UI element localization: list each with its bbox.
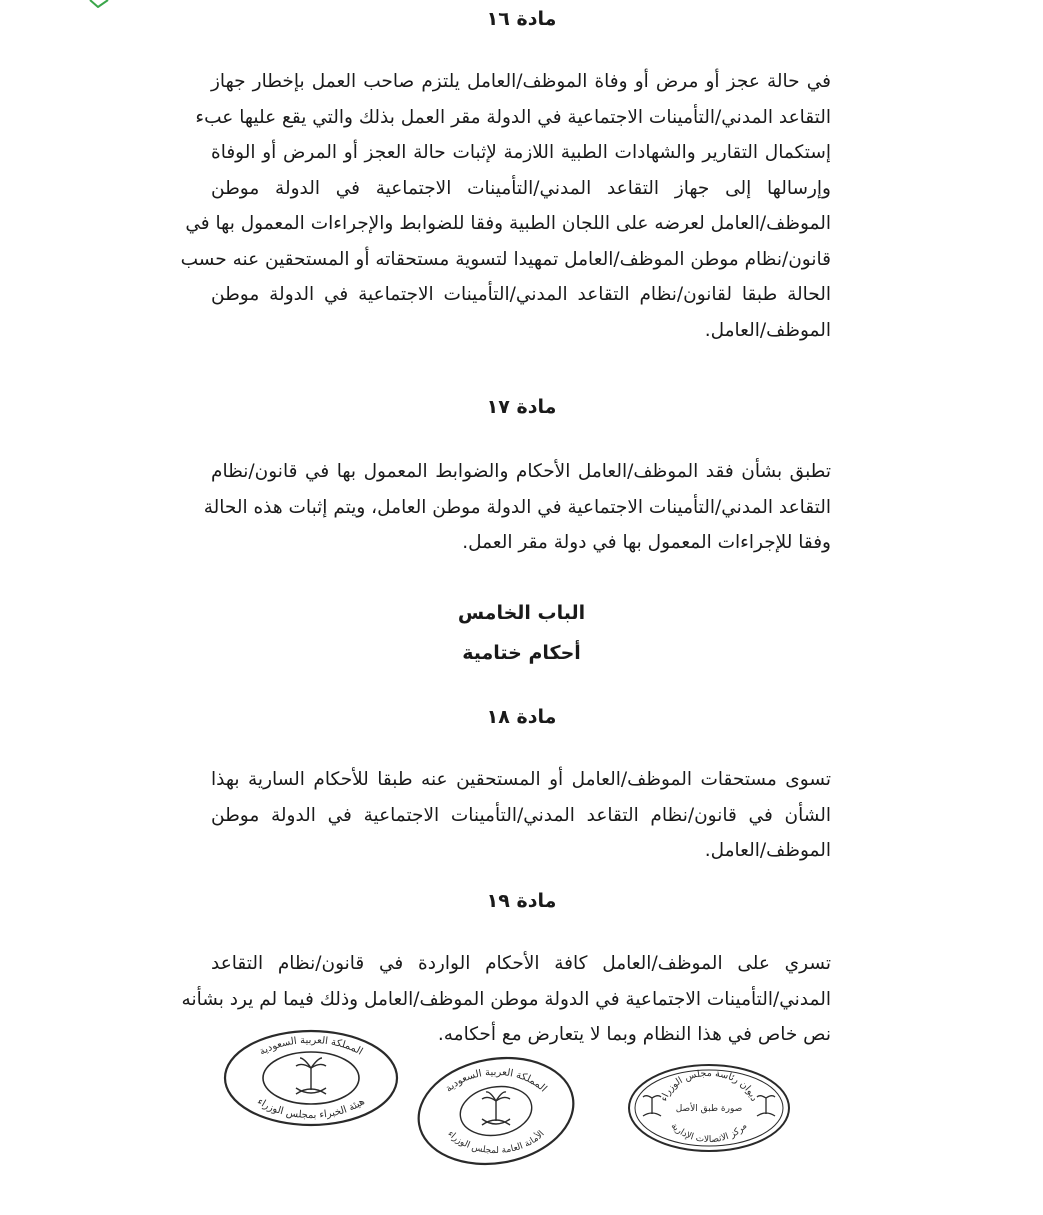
article-17-title: مادة ١٧ (486, 396, 557, 418)
article-19-line: تسري على الموظف/العامل كافة الأحكام الواردة في قانون/نظام التقاعد (211, 953, 831, 974)
svg-text:المملكة العربية السعودية: المملكة العربية السعودية (443, 1066, 549, 1095)
general-secretariat-seal (412, 1055, 580, 1167)
article-16-line: الحالة طبقا لقانون/نظام التقاعد المدني/التأمينات الاجتماعية في الدولة موطن (211, 284, 831, 305)
article-18-line: تسوى مستحقات الموظف/العامل أو المستحقين عنه طبقا للأحكام السارية بهذا (211, 769, 831, 790)
svg-text:هيئة الخبراء بمجلس الوزراء: هيئة الخبراء بمجلس الوزراء (255, 1096, 367, 1122)
svg-text:صورة طبق الأصل: صورة طبق الأصل (675, 1104, 743, 1114)
palm-swords-emblem-icon (296, 1058, 326, 1094)
svg-text:ديوان رئاسة مجلس الوزراء: ديوان رئاسة مجلس الوزراء (658, 1067, 760, 1103)
chapter-subtitle: أحكام ختامية (462, 642, 581, 664)
article-17-line: وفقا للإجراءات المعمول بها في دولة مقر العمل. (462, 532, 831, 553)
article-16-line: في حالة عجز أو مرض أو وفاة الموظف/العامل يلتزم صاحب العمل بإخطار جهاز (211, 71, 831, 92)
article-17-line: التقاعد المدني/التأمينات الاجتماعية في الدولة موطن العامل، ويتم إثبات هذه الحالة (203, 496, 831, 518)
article-19-line: نص خاص في هذا النظام وبما لا يتعارض مع أحكامه. (437, 1024, 831, 1045)
green-corner-mark (88, 0, 110, 8)
svg-text:المملكة العربية السعودية: المملكة العربية السعودية (257, 1034, 365, 1058)
article-18-title: مادة ١٨ (486, 706, 557, 728)
experts-commission-seal (222, 1028, 400, 1128)
svg-text:مركز الاتصالات الإدارية: مركز الاتصالات الإدارية (668, 1121, 750, 1146)
article-18-text (211, 762, 831, 869)
chapter-title: الباب الخامس (457, 602, 586, 624)
article-16-line: الموظف/العامل. (704, 319, 831, 341)
article-17-text (203, 454, 831, 561)
article-19-line: المدني/التأمينات الاجتماعية في الدولة موطن الموظف/العامل وذلك فيما لم يرد بشأنه (181, 988, 831, 1010)
article-16-line: وإرسالها إلى جهاز التقاعد المدني/التأمينات الاجتماعية في الدولة موطن (211, 177, 831, 199)
article-16-line: قانون/نظام موطن الموظف/العامل تمهيدا لتسوية مستحقاته أو المستحقين عنه حسب (180, 248, 831, 270)
article-16-line: التقاعد المدني/التأمينات الاجتماعية في الدولة مقر العمل بذلك والتي يقع عليها عبء (195, 106, 831, 128)
article-17-line: تطبق بشأن فقد الموظف/العامل الأحكام والضوابط المعمول بها في قانون/نظام (211, 461, 831, 482)
svg-text:الأمانة العامة لمجلس الوزراء: الأمانة العامة لمجلس الوزراء (445, 1129, 547, 1157)
cabinet-presidency-seal (626, 1062, 792, 1154)
article-18-line: الشأن في قانون/نظام التقاعد المدني/التأمينات الاجتماعية في الدولة موطن (211, 804, 831, 826)
article-16-title: مادة ١٦ (486, 8, 557, 30)
palm-swords-emblem-icon (482, 1092, 510, 1125)
article-19-title: مادة ١٩ (486, 890, 557, 912)
article-18-line: الموظف/العامل. (704, 840, 831, 861)
article-16-line: إستكمال التقارير والشهادات الطبية اللازمة لإثبات حالة العجز أو المرض أو الوفاة (211, 142, 831, 163)
article-16-line: الموظف/العامل لعرضه على اللجان الطبية وفقا للضوابط والإجراءات المعمول بها في (185, 213, 831, 234)
article-16-text (180, 64, 831, 348)
